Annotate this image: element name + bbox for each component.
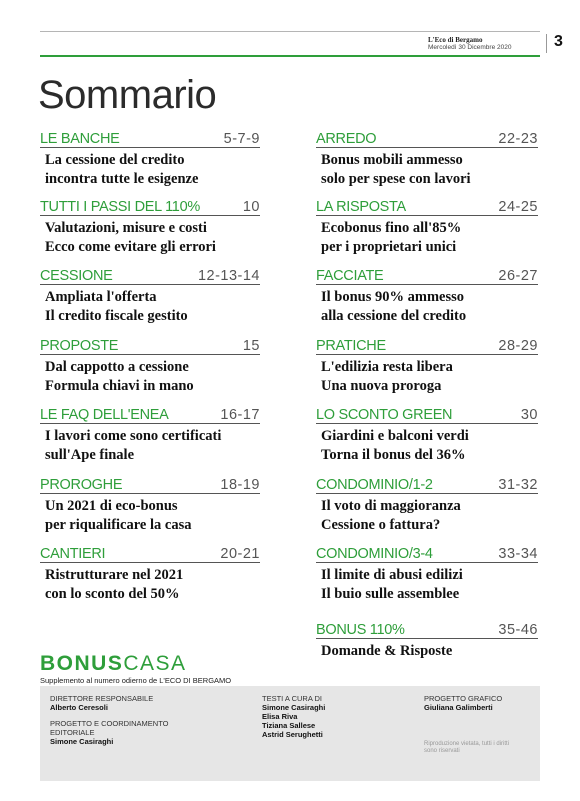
toc-section-row bbox=[40, 133, 260, 148]
toc-section-row bbox=[40, 270, 260, 285]
toc-page-range: 12-13-14 bbox=[197, 268, 260, 284]
toc-section-label: LE FAQ DELL'ENEA bbox=[40, 407, 169, 423]
toc-headline-line: Dal cappotto a cessione bbox=[45, 359, 189, 375]
credits-box bbox=[40, 686, 540, 781]
toc-entry[interactable] bbox=[40, 133, 260, 189]
toc-section-label: CESSIONE bbox=[40, 268, 113, 284]
toc-section-row bbox=[316, 340, 538, 355]
credit-label: PROGETTO E COORDINAMENTO bbox=[50, 719, 169, 728]
toc-headline-line: per i proprietari unici bbox=[321, 239, 457, 255]
newspaper-name: L'Eco di Bergamo bbox=[428, 36, 483, 44]
toc-headline bbox=[321, 358, 538, 396]
toc-page-range: 20-21 bbox=[220, 546, 260, 562]
toc-entry[interactable] bbox=[316, 479, 538, 535]
toc-headline bbox=[45, 566, 260, 604]
toc-section-label: TUTTI I PASSI DEL 110% bbox=[40, 199, 200, 215]
toc-headline bbox=[45, 358, 260, 396]
page-header bbox=[40, 31, 563, 55]
toc-page-range: 22-23 bbox=[498, 131, 538, 147]
header-separator bbox=[546, 34, 547, 53]
toc-headline-line: Cessione o fattura? bbox=[321, 517, 441, 533]
toc-headline-line: Ecobonus fino all'85% bbox=[321, 220, 462, 236]
toc-page-range: 5-7-9 bbox=[223, 131, 260, 147]
toc-headline-line: Una nuova proroga bbox=[321, 378, 442, 394]
toc-section-label: PROROGHE bbox=[40, 477, 123, 493]
texts-credit bbox=[262, 694, 325, 739]
header-bottom-rule bbox=[40, 55, 540, 57]
toc-headline bbox=[321, 288, 538, 326]
credit-name: Astrid Serughetti bbox=[262, 730, 323, 739]
rights-notice bbox=[424, 741, 509, 755]
toc-headline bbox=[45, 497, 260, 535]
toc-headline-line: Ristrutturare nel 2021 bbox=[45, 567, 184, 583]
toc-headline-line: Il limite di abusi edilizi bbox=[321, 567, 463, 583]
credit-label: DIRETTORE RESPONSABILE bbox=[50, 694, 154, 703]
toc-headline-line: solo per spese con lavori bbox=[321, 171, 471, 187]
toc-entry[interactable] bbox=[316, 201, 538, 257]
toc-section-label: PROPOSTE bbox=[40, 338, 119, 354]
toc-page-range: 24-25 bbox=[498, 199, 538, 215]
toc-headline bbox=[45, 427, 260, 465]
toc-section-label: ARREDO bbox=[316, 131, 377, 147]
toc-section-label: PRATICHE bbox=[316, 338, 386, 354]
toc-section-label: CONDOMINIO/1-2 bbox=[316, 477, 433, 493]
credit-name: Giuliana Galimberti bbox=[424, 703, 493, 712]
toc-section-label: CANTIERI bbox=[40, 546, 106, 562]
toc-headline bbox=[321, 219, 538, 257]
toc-headline-line: Un 2021 di eco-bonus bbox=[45, 498, 178, 514]
toc-headline-line: L'edilizia resta libera bbox=[321, 359, 453, 375]
toc-section-row bbox=[40, 409, 260, 424]
toc-section-label: LO SCONTO GREEN bbox=[316, 407, 453, 423]
toc-page-range: 10 bbox=[242, 199, 260, 215]
credit-label: PROGETTO GRAFICO bbox=[424, 694, 503, 703]
page-title: Sommario bbox=[38, 73, 217, 117]
toc-page-range: 28-29 bbox=[498, 338, 538, 354]
toc-section-row bbox=[40, 340, 260, 355]
toc-section-label: LE BANCHE bbox=[40, 131, 120, 147]
credit-label: EDITORIALE bbox=[50, 728, 95, 737]
toc-headline-line: I lavori come sono certificati bbox=[45, 428, 222, 444]
toc-headline-line: per riqualificare la casa bbox=[45, 517, 192, 533]
toc-headline-line: Domande & Risposte bbox=[321, 643, 453, 659]
toc-section-label: FACCIATE bbox=[316, 268, 384, 284]
toc-section-row bbox=[316, 624, 538, 639]
page-number: 3 bbox=[554, 33, 563, 50]
toc-page-range: 16-17 bbox=[220, 407, 260, 423]
toc-headline-line: Valutazioni, misure e costi bbox=[45, 220, 207, 236]
toc-headline-line: Formula chiavi in mano bbox=[45, 378, 194, 394]
credit-label: TESTI A CURA DI bbox=[262, 694, 323, 703]
toc-page-range: 33-34 bbox=[498, 546, 538, 562]
toc-section-row bbox=[40, 201, 260, 216]
toc-section-row bbox=[316, 133, 538, 148]
toc-entry[interactable] bbox=[40, 340, 260, 396]
toc-headline bbox=[321, 566, 538, 604]
toc-section-row bbox=[316, 548, 538, 563]
toc-page-range: 35-46 bbox=[498, 622, 538, 638]
toc-entry[interactable] bbox=[316, 548, 538, 604]
toc-entry[interactable] bbox=[316, 340, 538, 396]
credit-name: Tiziana Sallese bbox=[262, 721, 316, 730]
toc-section-row bbox=[316, 201, 538, 216]
toc-section-label: LA RISPOSTA bbox=[316, 199, 406, 215]
toc-headline bbox=[45, 151, 260, 189]
toc-headline-line: alla cessione del credito bbox=[321, 308, 467, 324]
toc-headline bbox=[321, 151, 538, 189]
toc-page-range: 30 bbox=[520, 407, 538, 423]
toc-entry[interactable] bbox=[316, 270, 538, 326]
toc-headline-line: con lo sconto del 50% bbox=[45, 586, 180, 602]
toc-headline bbox=[45, 288, 260, 326]
credit-name: Simone Casiraghi bbox=[50, 737, 114, 746]
toc-section-row bbox=[316, 270, 538, 285]
toc-headline-line: sull'Ape finale bbox=[45, 447, 135, 463]
toc-headline-line: La cessione del credito bbox=[45, 152, 185, 168]
credit-name: Simone Casiraghi bbox=[262, 703, 326, 712]
toc-section-row bbox=[40, 548, 260, 563]
brand-bold: BONUS bbox=[40, 652, 124, 675]
toc-section-label: CONDOMINIO/3-4 bbox=[316, 546, 433, 562]
toc-section-label: BONUS 110% bbox=[316, 622, 405, 638]
toc-page-range: 15 bbox=[242, 338, 260, 354]
toc-entry[interactable] bbox=[316, 624, 538, 661]
rights-line: Riproduzione vietata, tutti i diritti bbox=[424, 741, 510, 747]
toc-page-range: 18-19 bbox=[220, 477, 260, 493]
toc-headline-line: Il credito fiscale gestito bbox=[45, 308, 188, 324]
toc-headline bbox=[321, 642, 538, 661]
toc-section-row bbox=[40, 479, 260, 494]
toc-entry[interactable] bbox=[40, 409, 260, 465]
toc-headline bbox=[321, 427, 538, 465]
toc-page-range: 26-27 bbox=[498, 268, 538, 284]
rights-line: sono riservati bbox=[424, 748, 460, 754]
toc-headline-line: incontra tutte le esigenze bbox=[45, 171, 199, 187]
toc-headline-line: Giardini e balconi verdi bbox=[321, 428, 469, 444]
toc-headline-line: Il voto di maggioranza bbox=[321, 498, 461, 514]
toc-headline bbox=[321, 497, 538, 535]
credit-name: Elisa Riva bbox=[262, 712, 298, 721]
toc-entry[interactable] bbox=[316, 133, 538, 189]
graphic-credit bbox=[424, 694, 502, 712]
toc-page-range: 31-32 bbox=[498, 477, 538, 493]
toc-headline-line: Ecco come evitare gli errori bbox=[45, 239, 216, 255]
toc-section-row bbox=[316, 409, 538, 424]
toc-headline-line: Torna il bonus del 36% bbox=[321, 447, 466, 463]
toc-headline-line: Il bonus 90% ammesso bbox=[321, 289, 465, 305]
brand-light: CASA bbox=[123, 652, 187, 675]
toc-headline bbox=[45, 219, 260, 257]
bonuscasa-logo bbox=[40, 652, 187, 676]
credit-name: Alberto Ceresoli bbox=[50, 703, 108, 712]
toc-entry[interactable] bbox=[40, 479, 260, 535]
toc-headline-line: Il buio sulle assemblee bbox=[321, 586, 460, 602]
toc-headline-line: Bonus mobili ammesso bbox=[321, 152, 463, 168]
toc-entry[interactable] bbox=[316, 409, 538, 465]
toc-headline-line: Ampliata l'offerta bbox=[45, 289, 157, 305]
toc-entry[interactable] bbox=[40, 548, 260, 604]
toc-entry[interactable] bbox=[40, 270, 260, 326]
project-credit bbox=[50, 719, 168, 746]
issue-date: Mercoledì 30 Dicembre 2020 bbox=[428, 44, 512, 51]
toc-section-row bbox=[316, 479, 538, 494]
supplement-note: Supplemento al numero odierno de L'ECO DI BERGAMO bbox=[40, 676, 232, 685]
header-top-rule bbox=[40, 31, 540, 32]
toc-entry[interactable] bbox=[40, 201, 260, 257]
director-credit bbox=[50, 694, 153, 712]
